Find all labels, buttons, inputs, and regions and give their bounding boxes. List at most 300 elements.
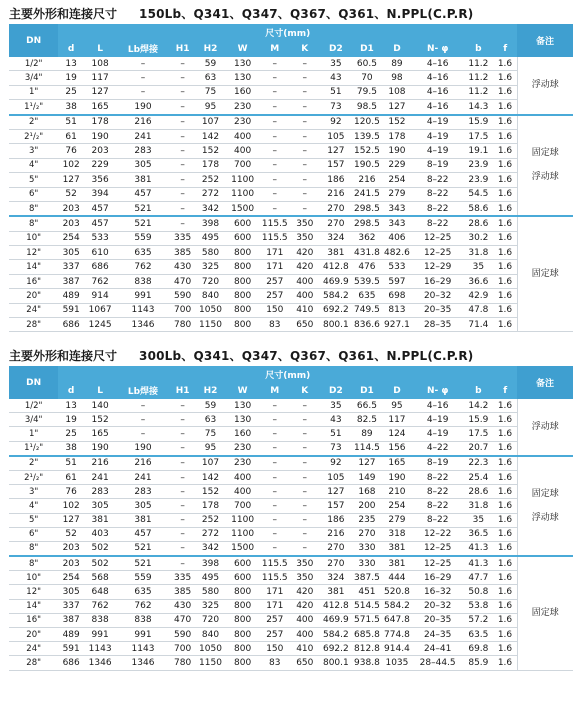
table-row	[9, 441, 573, 456]
value-cell: –	[170, 144, 196, 158]
value-cell: 186	[320, 513, 352, 527]
value-cell: 108	[382, 85, 412, 99]
value-cell: 800	[225, 656, 259, 670]
dn-cell: 24"	[9, 303, 58, 317]
value-cell: 60.5	[352, 57, 382, 71]
value-cell: 520.8	[382, 585, 412, 599]
table-row	[9, 71, 573, 85]
value-cell: –	[260, 456, 290, 471]
value-cell: 410	[290, 303, 320, 317]
value-cell: 47.7	[463, 571, 493, 585]
value-cell: 98.5	[352, 100, 382, 115]
value-cell: 4–16	[412, 399, 463, 413]
header-col: K	[290, 382, 320, 399]
value-cell: 95	[382, 399, 412, 413]
table-row	[9, 201, 573, 216]
value-cell: 836.6	[352, 318, 382, 332]
value-cell: 762	[116, 260, 170, 274]
value-cell: –	[290, 85, 320, 99]
value-cell: 698	[382, 289, 412, 303]
value-cell: 686	[58, 656, 84, 670]
value-cell: 42.9	[463, 289, 493, 303]
value-cell: 51	[320, 427, 352, 441]
value-cell: 400	[290, 628, 320, 642]
dn-cell: 1"	[9, 427, 58, 441]
value-cell: –	[170, 57, 196, 71]
value-cell: 115.5	[260, 571, 290, 585]
value-cell: 59	[195, 399, 225, 413]
value-cell: 114.5	[352, 441, 382, 456]
value-cell: 1.6	[493, 628, 517, 642]
value-cell: 130	[225, 399, 259, 413]
value-cell: 108	[84, 57, 116, 71]
value-cell: 412.8	[320, 260, 352, 274]
header-col: H2	[195, 40, 225, 57]
value-cell: 105	[320, 470, 352, 484]
value-cell: 914	[84, 289, 116, 303]
header-col: H2	[195, 382, 225, 399]
value-cell: 610	[84, 246, 116, 260]
value-cell: 385	[170, 246, 196, 260]
value-cell: 335	[170, 571, 196, 585]
value-cell: 171	[260, 585, 290, 599]
value-cell: 420	[290, 246, 320, 260]
value-cell: 403	[84, 527, 116, 541]
value-cell: –	[116, 413, 170, 427]
value-cell: 838	[116, 613, 170, 627]
value-cell: 350	[290, 556, 320, 571]
value-cell: 1050	[195, 642, 225, 656]
table-row	[9, 303, 573, 317]
value-cell: –	[170, 158, 196, 172]
value-cell: 700	[170, 642, 196, 656]
value-cell: 4–19	[412, 413, 463, 427]
value-cell: 635	[116, 246, 170, 260]
value-cell: 1.6	[493, 187, 517, 201]
table-section-300lb	[9, 346, 573, 671]
value-cell: 102	[58, 499, 84, 513]
header-col: D1	[352, 382, 382, 399]
value-cell: 19	[58, 71, 84, 85]
value-cell: 330	[352, 556, 382, 571]
remark-label: 固定球	[531, 608, 559, 619]
dn-cell: 8"	[9, 556, 58, 571]
value-cell: 11.2	[463, 85, 493, 99]
value-cell: 190	[84, 441, 116, 456]
value-cell: 31.8	[463, 499, 493, 513]
value-cell: 476	[352, 260, 382, 274]
value-cell: 53.8	[463, 599, 493, 613]
value-cell: 16–29	[412, 274, 463, 288]
value-cell: 381	[382, 556, 412, 571]
value-cell: 635	[352, 289, 382, 303]
value-cell: 813	[382, 303, 412, 317]
value-cell: 1346	[84, 656, 116, 670]
value-cell: 1.6	[493, 158, 517, 172]
value-cell: 692.2	[320, 642, 352, 656]
header-col: H1	[170, 382, 196, 399]
value-cell: –	[260, 71, 290, 85]
value-cell: 178	[84, 115, 116, 130]
header-dn: DN	[9, 24, 58, 57]
value-cell: 70	[352, 71, 382, 85]
dn-cell: 2¹/₂"	[9, 470, 58, 484]
value-cell: 700	[225, 499, 259, 513]
value-cell: 4–19	[412, 129, 463, 143]
table-row	[9, 158, 573, 172]
value-cell: 63	[195, 71, 225, 85]
table-row	[9, 144, 573, 158]
value-cell: 350	[290, 231, 320, 245]
value-cell: 230	[225, 441, 259, 456]
value-cell: 124	[382, 427, 412, 441]
table-row	[9, 231, 573, 245]
value-cell: 400	[225, 144, 259, 158]
value-cell: 1.6	[493, 413, 517, 427]
value-cell: 165	[84, 427, 116, 441]
value-cell: 800	[225, 613, 259, 627]
value-cell: 66.5	[352, 399, 382, 413]
value-cell: 168	[352, 485, 382, 499]
value-cell: –	[170, 470, 196, 484]
header-col: d	[58, 382, 84, 399]
value-cell: 12–22	[412, 527, 463, 541]
value-cell: 115.5	[260, 216, 290, 231]
value-cell: 83	[260, 318, 290, 332]
value-cell: 127	[320, 485, 352, 499]
value-cell: 381	[320, 585, 352, 599]
value-cell: 381	[116, 173, 170, 187]
value-cell: 584.2	[382, 599, 412, 613]
value-cell: 342	[195, 201, 225, 216]
value-cell: 1.6	[493, 513, 517, 527]
value-cell: 1.6	[493, 231, 517, 245]
value-cell: 362	[352, 231, 382, 245]
value-cell: –	[170, 456, 196, 471]
value-cell: 780	[170, 656, 196, 670]
table-row	[9, 470, 573, 484]
table-row	[9, 100, 573, 115]
value-cell: 4–22	[412, 441, 463, 456]
value-cell: –	[260, 399, 290, 413]
value-cell: 838	[84, 613, 116, 627]
value-cell: 1.6	[493, 100, 517, 115]
value-cell: 457	[84, 216, 116, 231]
value-cell: –	[290, 413, 320, 427]
value-cell: 8–22	[412, 216, 463, 231]
value-cell: 20–35	[412, 613, 463, 627]
value-cell: 800	[225, 303, 259, 317]
header-size-group: 尺寸(mm)	[58, 24, 517, 40]
value-cell: 51	[58, 456, 84, 471]
value-cell: 76	[58, 144, 84, 158]
header-col: f	[493, 382, 517, 399]
value-cell: 127	[58, 513, 84, 527]
value-cell: 431.8	[352, 246, 382, 260]
value-cell: 1.6	[493, 599, 517, 613]
value-cell: 4–16	[412, 85, 463, 99]
value-cell: 203	[58, 201, 84, 216]
value-cell: 1100	[225, 187, 259, 201]
value-cell: 283	[116, 485, 170, 499]
value-cell: 270	[320, 201, 352, 216]
value-cell: –	[170, 201, 196, 216]
value-cell: 1.6	[493, 289, 517, 303]
table-header	[9, 366, 573, 399]
value-cell: 35	[320, 57, 352, 71]
table-row	[9, 628, 573, 642]
value-cell: 600	[225, 571, 259, 585]
table-row	[9, 571, 573, 585]
value-cell: 142	[195, 470, 225, 484]
value-cell: 1.6	[493, 441, 517, 456]
table-row	[9, 413, 573, 427]
table-row	[9, 613, 573, 627]
value-cell: –	[170, 485, 196, 499]
header-col: L	[84, 382, 116, 399]
value-cell: 305	[58, 246, 84, 260]
value-cell: 8–19	[412, 456, 463, 471]
value-cell: 457	[116, 187, 170, 201]
header-col: d	[58, 40, 84, 57]
value-cell: 8–22	[412, 499, 463, 513]
value-cell: 160	[225, 85, 259, 99]
value-cell: 115.5	[260, 231, 290, 245]
value-cell: 257	[260, 274, 290, 288]
table-row	[9, 289, 573, 303]
value-cell: 142	[195, 129, 225, 143]
value-cell: 1.6	[493, 318, 517, 332]
value-cell: 157	[320, 158, 352, 172]
value-cell: 75	[195, 85, 225, 99]
value-cell: 318	[382, 527, 412, 541]
value-cell: 127	[58, 173, 84, 187]
value-cell: –	[260, 187, 290, 201]
value-cell: 1100	[225, 513, 259, 527]
value-cell: 210	[382, 485, 412, 499]
value-cell: 533	[84, 231, 116, 245]
value-cell: 406	[382, 231, 412, 245]
value-cell: –	[170, 541, 196, 556]
value-cell: 24–41	[412, 642, 463, 656]
value-cell: 580	[195, 585, 225, 599]
value-cell: 381	[84, 513, 116, 527]
value-cell: 160	[225, 427, 259, 441]
value-cell: –	[260, 201, 290, 216]
value-cell: –	[170, 85, 196, 99]
value-cell: 28.6	[463, 216, 493, 231]
value-cell: –	[260, 173, 290, 187]
table-row	[9, 260, 573, 274]
dimension-table	[9, 366, 573, 671]
header-col: M	[260, 40, 290, 57]
value-cell: 235	[352, 513, 382, 527]
value-cell: 1500	[225, 541, 259, 556]
value-cell: 590	[170, 628, 196, 642]
value-cell: 991	[116, 628, 170, 642]
value-cell: 150	[260, 303, 290, 317]
value-cell: 420	[290, 585, 320, 599]
value-cell: –	[290, 173, 320, 187]
value-cell: 157	[320, 499, 352, 513]
value-cell: 23.9	[463, 173, 493, 187]
value-cell: –	[290, 541, 320, 556]
value-cell: 25	[58, 427, 84, 441]
value-cell: 11.2	[463, 71, 493, 85]
table-row	[9, 85, 573, 99]
value-cell: –	[170, 427, 196, 441]
value-cell: 272	[195, 527, 225, 541]
dn-cell: 14"	[9, 599, 58, 613]
value-cell: 216	[116, 115, 170, 130]
dn-cell: 8"	[9, 541, 58, 556]
value-cell: 800.1	[320, 318, 352, 332]
value-cell: 686	[84, 260, 116, 274]
value-cell: 305	[84, 499, 116, 513]
value-cell: 1.6	[493, 144, 517, 158]
title-main: 主要外形和连接尺寸	[9, 7, 118, 21]
value-cell: 12–25	[412, 231, 463, 245]
dn-cell: 1¹/₂"	[9, 100, 58, 115]
value-cell: 1150	[195, 318, 225, 332]
value-cell: 591	[58, 303, 84, 317]
value-cell: 1.6	[493, 399, 517, 413]
value-cell: 324	[320, 571, 352, 585]
value-cell: 28–44.5	[412, 656, 463, 670]
value-cell: 14.3	[463, 100, 493, 115]
value-cell: 1035	[382, 656, 412, 670]
value-cell: 685.8	[352, 628, 382, 642]
value-cell: 700	[170, 303, 196, 317]
header-col: D2	[320, 382, 352, 399]
value-cell: 539.5	[352, 274, 382, 288]
value-cell: 521	[116, 216, 170, 231]
dn-cell: 8"	[9, 201, 58, 216]
value-cell: 241.5	[352, 187, 382, 201]
value-cell: 43	[320, 413, 352, 427]
table-row	[9, 173, 573, 187]
value-cell: 24–35	[412, 628, 463, 642]
value-cell: 584.2	[320, 289, 352, 303]
table-row	[9, 499, 573, 513]
value-cell: 325	[195, 260, 225, 274]
value-cell: 356	[84, 173, 116, 187]
value-cell: 127	[320, 144, 352, 158]
remark-cell	[517, 115, 573, 217]
value-cell: 92	[320, 456, 352, 471]
value-cell: 400	[225, 470, 259, 484]
header-col: D2	[320, 40, 352, 57]
value-cell: 1.6	[493, 129, 517, 143]
value-cell: 4–19	[412, 115, 463, 130]
value-cell: –	[170, 499, 196, 513]
table-row	[9, 585, 573, 599]
value-cell: 216	[352, 173, 382, 187]
value-cell: 1.6	[493, 541, 517, 556]
value-cell: 8–22	[412, 513, 463, 527]
value-cell: –	[260, 158, 290, 172]
value-cell: –	[290, 456, 320, 471]
value-cell: 190	[116, 100, 170, 115]
value-cell: 838	[116, 274, 170, 288]
value-cell: 648	[84, 585, 116, 599]
value-cell: –	[290, 115, 320, 130]
value-cell: 410	[290, 642, 320, 656]
value-cell: 495	[195, 231, 225, 245]
dn-cell: 24"	[9, 642, 58, 656]
value-cell: 720	[195, 613, 225, 627]
value-cell: 186	[320, 173, 352, 187]
value-cell: 1.6	[493, 85, 517, 99]
value-cell: 1100	[225, 527, 259, 541]
value-cell: 398	[195, 216, 225, 231]
value-cell: –	[290, 499, 320, 513]
value-cell: 559	[116, 231, 170, 245]
value-cell: 12–25	[412, 246, 463, 260]
value-cell: 35	[320, 399, 352, 413]
value-cell: 749.5	[352, 303, 382, 317]
value-cell: 178	[382, 129, 412, 143]
value-cell: 342	[195, 541, 225, 556]
value-cell: 254	[58, 231, 84, 245]
value-cell: 938.8	[352, 656, 382, 670]
value-cell: 1.6	[493, 260, 517, 274]
remark-cell	[517, 399, 573, 456]
value-cell: 1143	[116, 642, 170, 656]
value-cell: –	[170, 513, 196, 527]
value-cell: –	[290, 527, 320, 541]
value-cell: 95	[195, 441, 225, 456]
value-cell: 25	[58, 85, 84, 99]
value-cell: 203	[58, 541, 84, 556]
value-cell: 991	[116, 289, 170, 303]
value-cell: 252	[195, 513, 225, 527]
value-cell: 75	[195, 427, 225, 441]
value-cell: –	[260, 144, 290, 158]
value-cell: 840	[195, 628, 225, 642]
value-cell: 420	[290, 599, 320, 613]
value-cell: 17.5	[463, 427, 493, 441]
header-remark: 备注	[517, 366, 573, 399]
value-cell: 568	[84, 571, 116, 585]
value-cell: 279	[382, 513, 412, 527]
value-cell: 117	[84, 71, 116, 85]
value-cell: 1.6	[493, 216, 517, 231]
dn-cell: 1¹/₂"	[9, 441, 58, 456]
value-cell: 16–32	[412, 585, 463, 599]
value-cell: 1.6	[493, 527, 517, 541]
value-cell: –	[290, 158, 320, 172]
value-cell: 14.2	[463, 399, 493, 413]
value-cell: 398	[195, 556, 225, 571]
header-col: N- φ	[412, 40, 463, 57]
value-cell: 1.6	[493, 485, 517, 499]
value-cell: 190	[84, 129, 116, 143]
value-cell: –	[290, 470, 320, 484]
value-cell: 298.5	[352, 216, 382, 231]
dn-cell: 2"	[9, 115, 58, 130]
value-cell: 387	[58, 274, 84, 288]
dn-cell: 4"	[9, 499, 58, 513]
value-cell: 800	[225, 585, 259, 599]
value-cell: 1346	[116, 656, 170, 670]
value-cell: –	[290, 57, 320, 71]
value-cell: –	[290, 513, 320, 527]
value-cell: 533	[382, 260, 412, 274]
value-cell: 216	[116, 456, 170, 471]
value-cell: 152	[84, 413, 116, 427]
header-col: Lb焊接	[116, 382, 170, 399]
